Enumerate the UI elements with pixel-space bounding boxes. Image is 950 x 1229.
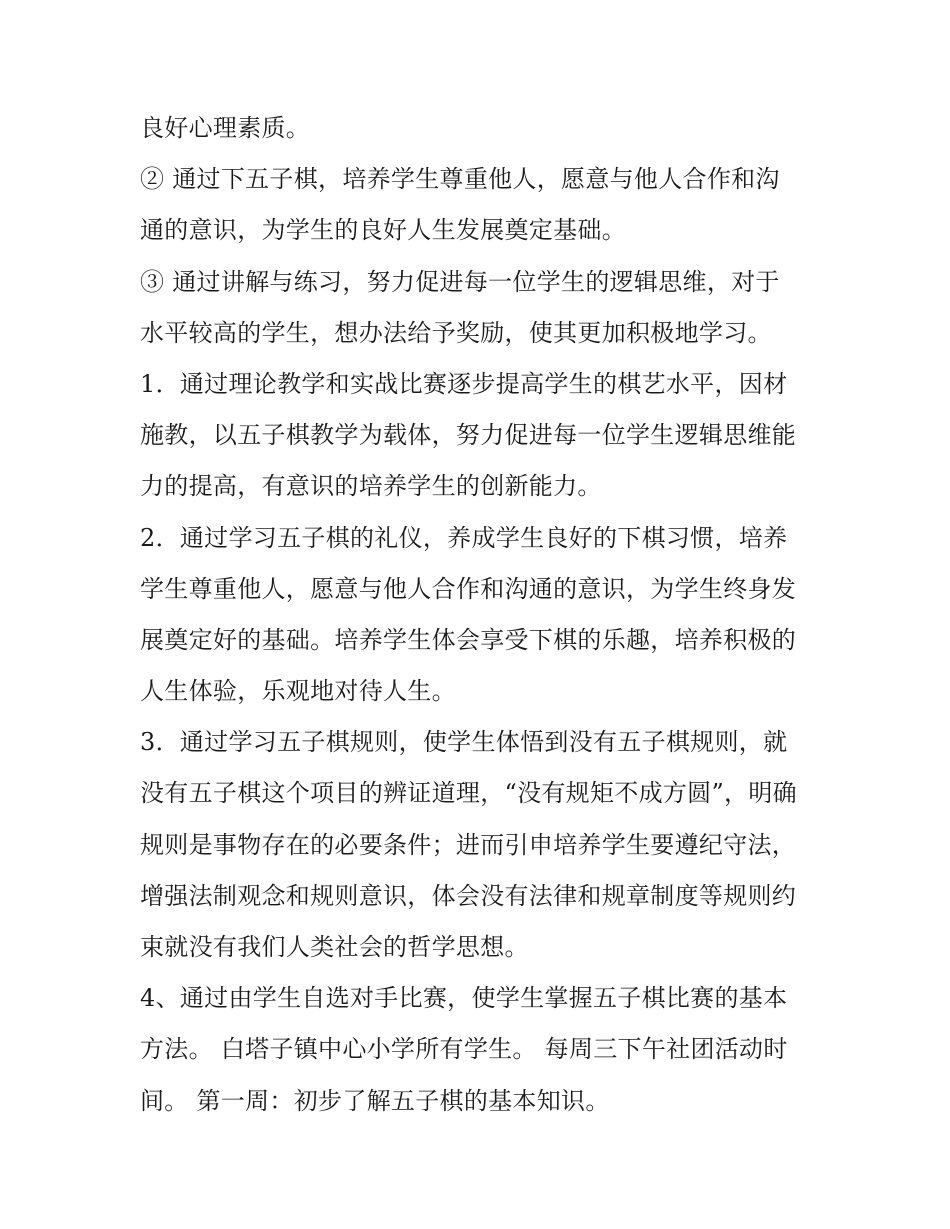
- text-line: 通的意识，为学生的良好人生发展奠定基础。: [140, 216, 626, 245]
- text-line: 施教，以五子棋教学为载体，努力促进每一位学生逻辑思维能: [140, 421, 797, 450]
- text-line: 力的提高，有意识的培养学生的创新能力。: [140, 472, 602, 501]
- text-line: 4、通过由学生自选对手比赛，使学生掌握五子棋比赛的基本: [140, 984, 788, 1013]
- text-line: 学生尊重他人，愿意与他人合作和沟通的意识，为学生终身发: [140, 574, 797, 603]
- text-line: 增强法制观念和规则意识，体会没有法律和规章制度等规则约: [140, 881, 797, 910]
- text-line: 没有五子棋这个项目的辨证道理，“没有规矩不成方圆”，明确: [140, 779, 797, 808]
- text-line: 展奠定好的基础。培养学生体会享受下棋的乐趣，培养积极的: [140, 625, 797, 654]
- text-line: 1．通过理论教学和实战比赛逐步提高学生的棋艺水平，因材: [140, 369, 788, 398]
- text-line: 2．通过学习五子棋的礼仪，养成学生良好的下棋习惯，培养: [140, 523, 788, 552]
- document-body: [140, 103, 820, 1127]
- text-line: ③ 通过讲解与练习，努力促进每一位学生的逻辑思维，对于: [140, 267, 780, 296]
- text-line: 间。 第一周：初步了解五子棋的基本知识。: [140, 1086, 610, 1115]
- text-line: 水平较高的学生，想办法给予奖励，使其更加积极地学习。: [140, 318, 772, 347]
- text-line: 良好心理素质。: [140, 114, 311, 142]
- text-line: 人生体验，乐观地对待人生。: [140, 677, 456, 706]
- text-line: 方法。 白塔子镇中心小学所有学生。 每周三下午社团活动时: [140, 1035, 788, 1064]
- text-line: 规则是事物存在的必要条件；进而引申培养学生要遵纪守法，: [140, 830, 797, 859]
- text-line: 束就没有我们人类社会的哲学思想。: [140, 933, 529, 961]
- text-line: 3．通过学习五子棋规则，使学生体悟到没有五子棋规则，就: [140, 728, 788, 757]
- text-line: ② 通过下五子棋，培养学生尊重他人，愿意与他人合作和沟: [140, 165, 780, 194]
